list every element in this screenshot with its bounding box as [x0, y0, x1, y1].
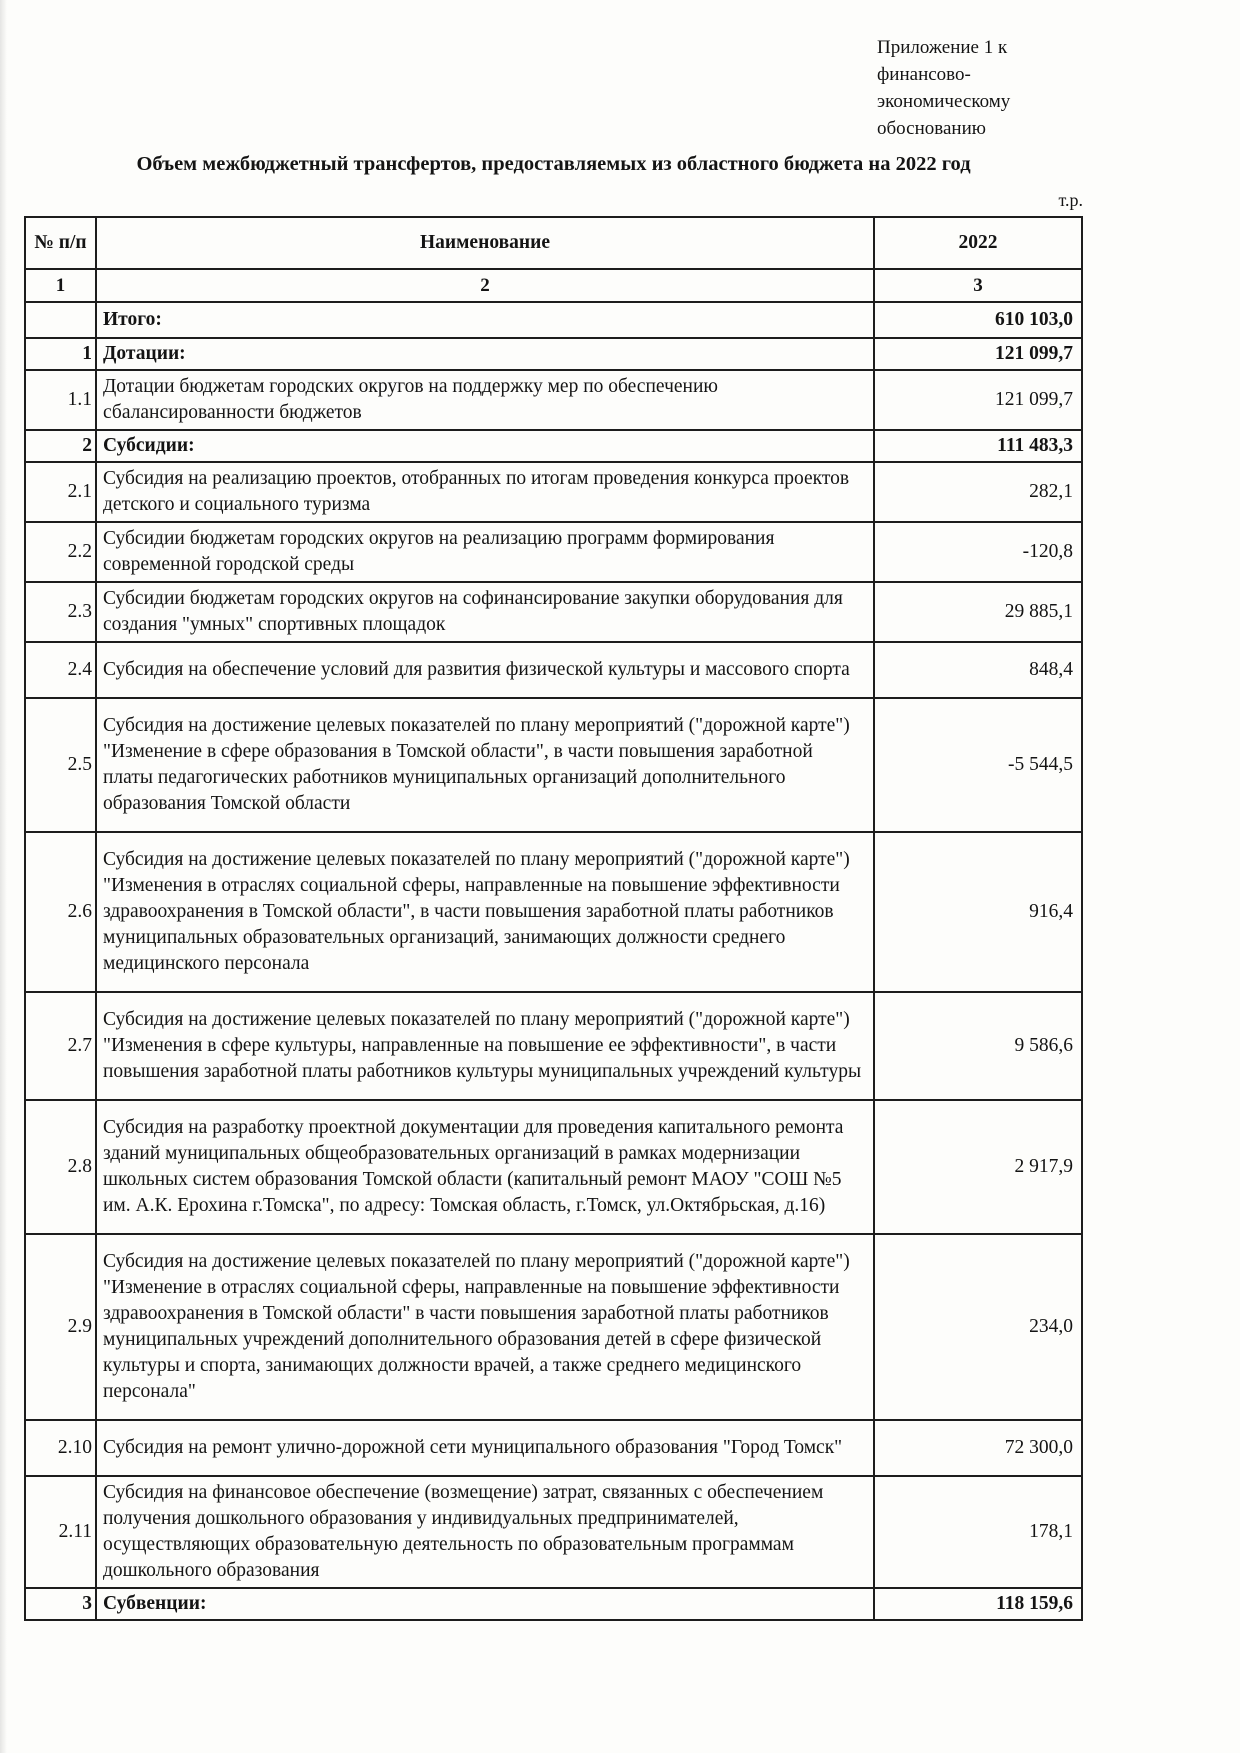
col-index-year: 3 [874, 269, 1082, 302]
row-number-cell: 1.1 [25, 370, 96, 430]
row-name-cell: Субсидия на достижение целевых показателей по плану мероприятий ("дорожной карте") "Изменение в сфере образования в Томской области", в части повышения заработной платы педагогических работников муниципальных организаций дополнительного образования Томской области [96, 698, 874, 832]
row-number-cell: 1 [25, 338, 96, 370]
row-number-cell: 2 [25, 430, 96, 462]
row-name-cell: Субсидия на разработку проектной документации для проведения капитального ремонта зданий муниципальных общеобразовательных организаций в рамках модернизации школьных систем образования Томской области (капитальный ремонт МАОУ "СОШ №5 им. А.К. Ерохина г.Томска", по адресу: Томская область, г.Томск, ул.Октябрьская, д.16) [96, 1100, 874, 1234]
row-value-cell: 234,0 [874, 1234, 1082, 1420]
row-number-cell: 2.4 [25, 642, 96, 698]
table-row [25, 642, 1082, 698]
appendix-note-line: экономическому [877, 91, 1011, 112]
row-value-cell: 282,1 [874, 462, 1082, 522]
table-body [25, 302, 1082, 1620]
row-name-cell: Субсидии бюджетам городских округов на софинансирование закупки оборудования для создания "умных" спортивных площадок [96, 582, 874, 642]
row-value-cell: 178,1 [874, 1476, 1082, 1588]
table-row [25, 832, 1082, 992]
appendix-note-line: финансово- [877, 64, 971, 85]
table-row [25, 522, 1082, 582]
column-index-row [25, 269, 1082, 302]
transfers-table [24, 216, 1083, 1621]
row-number-cell: 2.11 [25, 1476, 96, 1588]
table-row [25, 302, 1082, 338]
table-row [25, 1234, 1082, 1420]
row-number-cell: 2.9 [25, 1234, 96, 1420]
table-row [25, 462, 1082, 522]
col-index-num: 1 [25, 269, 96, 302]
row-value-cell: 2 917,9 [874, 1100, 1082, 1234]
row-number-cell: 3 [25, 1588, 96, 1620]
row-number-cell: 2.5 [25, 698, 96, 832]
col-header-num: № п/п [25, 217, 96, 269]
row-name-cell: Субсидия на ремонт улично-дорожной сети муниципального образования "Город Томск" [96, 1420, 874, 1476]
table-row [25, 992, 1082, 1100]
row-name-cell: Субсидия на достижение целевых показателей по плану мероприятий ("дорожной карте") "Изменение в отраслях социальной сферы, направленные на повышение эффективности здравоохранения в Томской области" в части повышения заработной платы работников муниципальных учреждений дополнительного образования детей в сфере физической культуры и спорта, занимающих должности врачей, а также среднего медицинского персонала" [96, 1234, 874, 1420]
row-name-cell: Субвенции: [96, 1588, 874, 1620]
row-value-cell: 121 099,7 [874, 370, 1082, 430]
col-header-name: Наименование [96, 217, 874, 269]
row-number-cell: 2.6 [25, 832, 96, 992]
page-title: Объем межбюджетный трансфертов, предоставляемых из областного бюджета на 2022 год [136, 153, 971, 175]
row-number-cell: 2.8 [25, 1100, 96, 1234]
row-value-cell: 111 483,3 [874, 430, 1082, 462]
appendix-note-line: Приложение 1 к [877, 37, 1008, 58]
row-value-cell: 848,4 [874, 642, 1082, 698]
table-row [25, 370, 1082, 430]
row-number-cell: 2.3 [25, 582, 96, 642]
table-row [25, 338, 1082, 370]
row-number-cell [25, 302, 96, 338]
row-name-cell: Итого: [96, 302, 874, 338]
row-value-cell: 610 103,0 [874, 302, 1082, 338]
row-value-cell: 916,4 [874, 832, 1082, 992]
row-name-cell: Субсидия на реализацию проектов, отобранных по итогам проведения конкурса проектов детского и социального туризма [96, 462, 874, 522]
row-value-cell: 121 099,7 [874, 338, 1082, 370]
table-row [25, 1588, 1082, 1620]
table-header-row [25, 217, 1082, 269]
row-name-cell: Субсидия на достижение целевых показателей по плану мероприятий ("дорожной карте") "Изменения в отраслях социальной сферы, направленные на повышение эффективности здравоохранения в Томской области", в части повышения заработной платы работников муниципальных образовательных организаций, занимающих должности среднего медицинского персонала [96, 832, 874, 992]
row-value-cell: 72 300,0 [874, 1420, 1082, 1476]
appendix-note-line: обоснованию [877, 118, 986, 139]
row-number-cell: 2.10 [25, 1420, 96, 1476]
row-value-cell: -5 544,5 [874, 698, 1082, 832]
row-number-cell: 2.2 [25, 522, 96, 582]
row-name-cell: Субсидии: [96, 430, 874, 462]
row-number-cell: 2.7 [25, 992, 96, 1100]
table-row [25, 1420, 1082, 1476]
table-row [25, 1100, 1082, 1234]
row-value-cell: -120,8 [874, 522, 1082, 582]
table-head [25, 217, 1082, 302]
row-value-cell: 29 885,1 [874, 582, 1082, 642]
table-row [25, 698, 1082, 832]
row-name-cell: Субсидии бюджетам городских округов на реализацию программ формирования современной городской среды [96, 522, 874, 582]
table-row [25, 1476, 1082, 1588]
row-value-cell: 118 159,6 [874, 1588, 1082, 1620]
row-name-cell: Дотации бюджетам городских округов на поддержку мер по обеспечению сбалансированности бюджетов [96, 370, 874, 430]
appendix-note [877, 34, 1010, 142]
table-row [25, 430, 1082, 462]
row-value-cell: 9 586,6 [874, 992, 1082, 1100]
row-name-cell: Субсидия на обеспечение условий для развития физической культуры и массового спорта [96, 642, 874, 698]
row-name-cell: Субсидия на достижение целевых показателей по плану мероприятий ("дорожной карте") "Изменения в сфере культуры, направленные на повышение ее эффективности", в части повышения заработной платы работников культуры муниципальных учреждений культуры [96, 992, 874, 1100]
unit-label: т.р. [1058, 190, 1083, 210]
row-name-cell: Дотации: [96, 338, 874, 370]
col-header-year: 2022 [874, 217, 1082, 269]
table-row [25, 582, 1082, 642]
row-number-cell: 2.1 [25, 462, 96, 522]
row-name-cell: Субсидия на финансовое обеспечение (возмещение) затрат, связанных с обеспечением получения дошкольного образования у индивидуальных предпринимателей, осуществляющих образовательную деятельность по образовательным программам дошкольного образования [96, 1476, 874, 1588]
col-index-name: 2 [96, 269, 874, 302]
